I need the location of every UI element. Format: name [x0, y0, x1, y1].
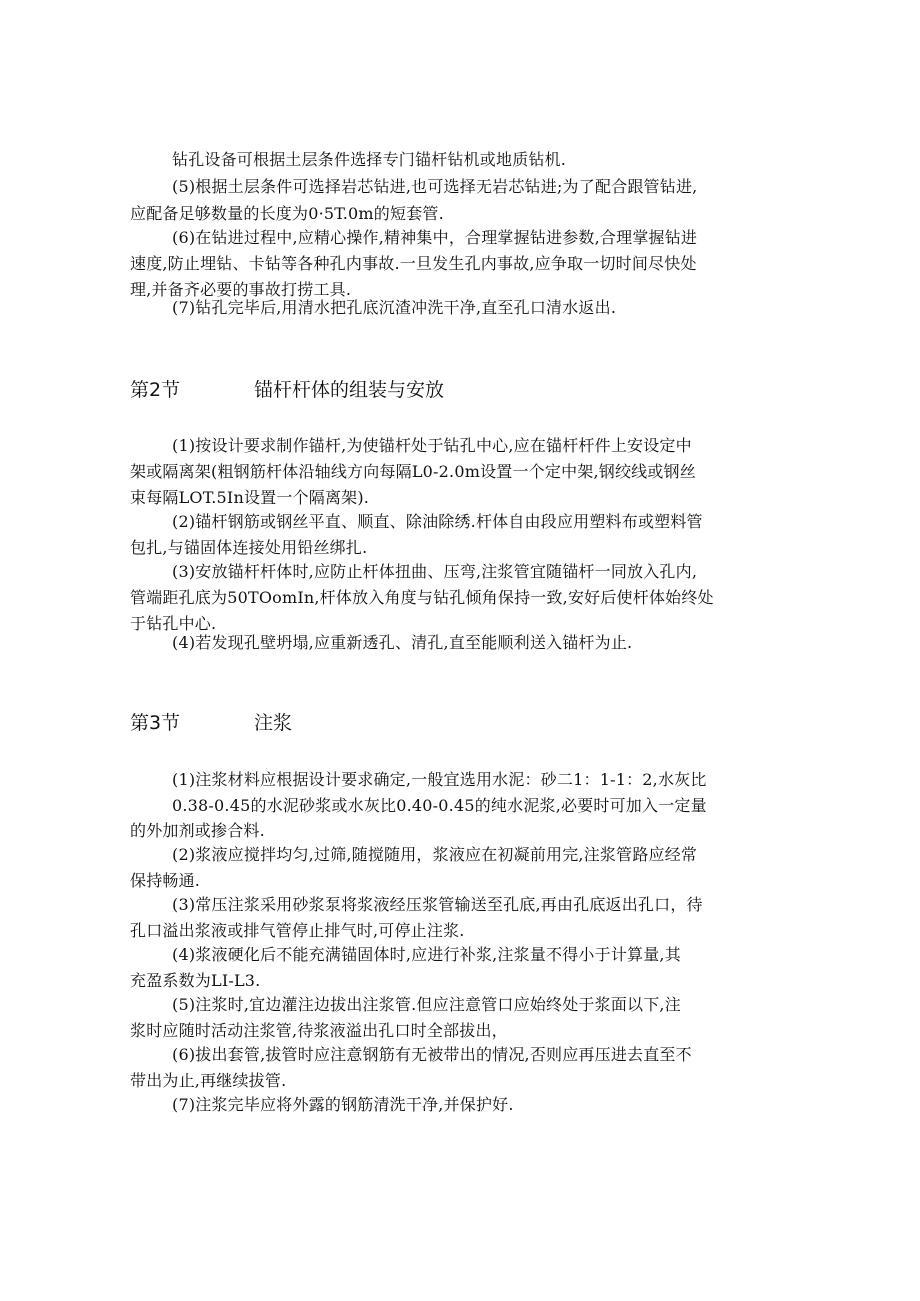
paragraph-line: 理,并备齐必要的事故打捞工具. [130, 280, 352, 299]
paragraph-line: 速度,防止埋钻、卡钻等各种孔内事故.一旦发生孔内事故,应争取一切时间尽快处 [130, 254, 697, 273]
paragraph-line: (1)按设计要求制作锚杆,为使锚杆处于钻孔中心,应在锚杆杆件上安设定中 [172, 436, 692, 455]
paragraph-line: (2)浆液应搅拌均匀,过筛,随搅随用，浆液应在初凝前用完,注浆管路应经常 [172, 845, 698, 864]
section-heading [130, 711, 293, 735]
paragraph-line: (3)常压注浆采用砂浆泵将浆液经压浆管输送至孔底,再由孔底返出孔口，待 [172, 895, 703, 914]
paragraph-line: 浆时应随时活动注浆管,待浆液溢出孔口时全部拔出， [130, 1021, 508, 1040]
paragraph-line: 钻孔设备可根据土层条件选择专门锚杆钻机或地质钻机. [172, 150, 567, 169]
paragraph-line: 孔口溢出浆液或排气管停止排气时,可停止注浆. [130, 921, 465, 940]
paragraph-line: (5)根据土层条件可选择岩芯钻进,也可选择无岩芯钻进;为了配合跟管钻进, [172, 177, 698, 196]
paragraph-line: 0.38-0.45的水泥砂浆或水灰比0.40-0.45的纯水泥浆,必要时可加入一定量 [172, 796, 707, 815]
paragraph-line: 包扎,与锚固体连接处用铅丝绑扎. [130, 538, 368, 557]
paragraph-line: (7)注浆完毕应将外露的钢筋清洗干净,并保护好. [172, 1095, 514, 1114]
paragraph-line: 束每隔LOT.5In设置一个隔离架). [130, 488, 370, 507]
paragraph-line: 保持畅通. [130, 871, 201, 890]
section-number: 第3节 [130, 712, 181, 734]
paragraph-line: 充盈系数为LI-L3. [130, 971, 261, 990]
paragraph-line: 的外加剂或掺合料. [130, 821, 265, 840]
section-title: 锚杆杆体的组装与安放 [254, 379, 445, 401]
paragraph-line: (3)安放锚杆杆体时,应防止杆体扭曲、压弯,注浆管宜随锚杆一同放入孔内, [172, 562, 698, 581]
paragraph-line: (1)注浆材料应根据设计要求确定,一般宜选用水泥：砂二1：1-1：2,水灰比 [172, 770, 707, 789]
paragraph-line: 架或隔离架(粗钢筋杆体沿轴线方向每隔L0-2.0m设置一个定中架,钢绞线或钢丝 [130, 462, 696, 481]
paragraph-line: (4)浆液硬化后不能充满锚固体时,应进行补浆,注浆量不得小于计算量,其 [172, 945, 681, 964]
paragraph-line: (6)拔出套管,拔管时应注意钢筋有无被带出的情况,否则应再压进去直至不 [172, 1045, 692, 1064]
paragraph-line: (4)若发现孔壁坍塌,应重新透孔、清孔,直至能顺利送入锚杆为止. [172, 633, 633, 652]
paragraph-line: (7)钻孔完毕后,用清水把孔底沉渣冲洗干净,直至孔口清水返出. [172, 298, 617, 317]
paragraph-line: 管端距孔底为50TOomIn,杆体放入角度与钻孔倾角保持一致,安好后使杆体始终处 [130, 588, 714, 607]
paragraph-line: (5)注浆时,宜边灌注边拔出注浆管.但应注意管口应始终处于浆面以下,注 [172, 995, 681, 1014]
paragraph-line: (6)在钻进过程中,应精心操作,精神集中，合理掌握钻进参数,合理掌握钻进 [172, 228, 698, 247]
section-title: 注浆 [254, 712, 293, 734]
paragraph-line: 应配备足够数量的长度为0·5T.0m的短套管. [130, 204, 444, 223]
paragraph-line: (2)锚杆钢筋或钢丝平直、顺直、除油除绣.杆体自由段应用塑料布或塑料管 [172, 512, 703, 531]
section-number: 第2节 [130, 379, 181, 401]
paragraph-line: 带出为止,再继续拔管. [130, 1071, 287, 1090]
section-heading [130, 378, 445, 402]
paragraph-line: 于钻孔中心. [130, 614, 217, 633]
